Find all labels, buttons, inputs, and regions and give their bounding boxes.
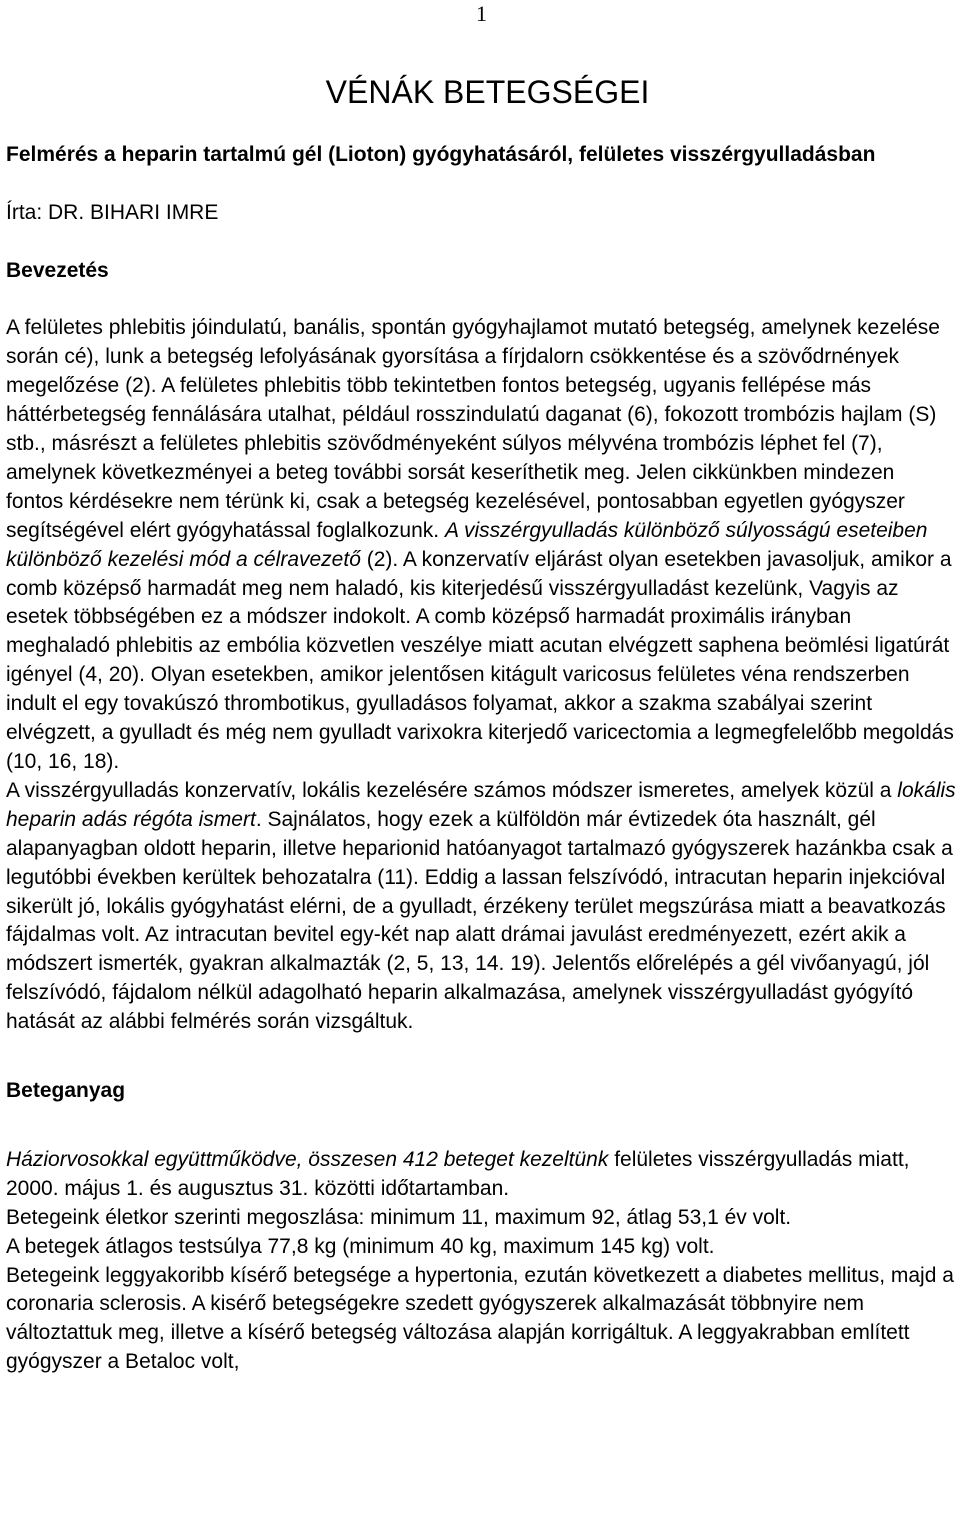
document-title: VÉNÁK BETEGSÉGEI	[325, 74, 650, 110]
patients-paragraph-3: A betegek átlagos testsúlya 77,8 kg (minimum 40 kg, maximum 145 kg) volt.	[6, 1234, 715, 1258]
intro-paragraph-1	[6, 314, 956, 777]
patients-text-a: felületes visszérgyulladás miatt, 2000. május 1. és augusztus 31. közötti időtartamban.	[6, 1147, 910, 1200]
document-body	[6, 141, 956, 1377]
intro-text-2a: A visszérgyulladás konzervatív, lokális kezelésére számos módszer ismeretes, amelyek közül a	[6, 778, 898, 802]
intro-paragraph-2	[6, 777, 956, 1037]
section-heading-patients: Beteganyag	[6, 1079, 126, 1103]
patients-paragraph-1	[6, 1146, 956, 1204]
author-line: Írta: DR. BIHARI IMRE	[6, 200, 219, 224]
patients-paragraph-4: Betegeink leggyakoribb kísérő betegsége a hypertonia, ezután következett a diabetes mellitus, majd a coronaria sclerosis. A kisérő betegségekre szedett gyógyszerek alkalmazását többnyire nem változtattuk meg, illetve a kísérő betegség változása alapján korrigáltuk. A leggyakrabban említett gyógyszer a Betaloc volt,	[6, 1263, 954, 1374]
page-number: 1	[476, 1, 487, 26]
patients-paragraph-2: Betegeink életkor szerinti megoszlása: minimum 11, maximum 92, átlag 53,1 év volt.	[6, 1205, 792, 1229]
intro-text-1b: (2). A konzervatív eljárást olyan esetekben javasoljuk, amikor a comb középső harmadát meg nem haladó, kis kiterjedésű visszérgyulladást kezelünk, Vagyis az esetek többségében ez a módszer indokolt. A comb középső harmadát proximális irányban meghaladó phlebitis az embólia közvetlen veszélye miatt acutan elvégzett saphena beömlési ligatúrát igényel (4, 20). Olyan esetekben, amikor jelentősen kitágult varicosus felületes véna rendszerben indult el egy tovakúszó thrombotikus, gyulladásos folyamat, akkor a szakma szabályai szerint elvégzett, a gyulladt és még nem gyulladt varixokra kiterjedő varicectomia a legmegfelelőbb megoldás (10, 16, 18).	[6, 547, 954, 773]
intro-text-2b: . Sajnálatos, hogy ezek a külföldön már évtizedek óta használt, gél alapanyagban oldott heparin, illetve heparionid hatóanyagot tartalmazó gyógyszerek hazánkba csak a legutóbbi években kerültek behozatalra (11). Eddig a lassan felszívódó, intracutan heparin injekcióval sikerült jó, lokális gyógyhatást elérni, de a gyulladt, érzékeny terület megszúrása miatt a beavatkozás fájdalmas volt. Az intracutan bevitel egy-két nap alatt drámai javulást eredményezett, ezért akik a módszert ismerték, gyakran alkalmazták (2, 5, 13, 14. 19). Jelentős előrelépés a gél vivőanyagú, jól felszívódó, fájdalom nélkül adagolható heparin alkalmazása, amelynek visszérgyulladást gyógyító hatását az alábbi felmérés során vizsgáltuk.	[6, 807, 953, 1034]
intro-text-1a: A felületes phlebitis jóindulatú, banális, spontán gyógyhajlamot mutató betegség, amelynek kezelése során cé), lunk a betegség lefolyásának gyorsítása a fírjdalorn csökkentése és a szövődrnények megelőzése (2). A felületes phlebitis több tekintetben fontos betegség, ugyanis fellépése más háttérbetegség fennálására utalhat, például rosszindulatú daganat (6), fokozott trombózis hajlam (S) stb., másrészt a felületes phlebitis szövődményeként súlyos mélyvéna trombózis léphet fel (7), amelynek következményei a beteg további sorsát keseríthetik meg. Jelen cikkünkben mindezen fontos kérdésekre nem térünk ki, csak a betegség kezelésével, pontosabban egyetlen gyógyszer segítségével elért gyógyhatással foglalkozunk.	[6, 316, 940, 542]
section-heading-intro: Bevezetés	[6, 258, 109, 282]
patients-italic: Háziorvosokkal együttműködve, összesen 412 beteget kezeltünk	[6, 1147, 609, 1171]
intro-italic-2: lokális heparin adás régóta ismert	[6, 778, 956, 831]
document-subtitle: Felmérés a heparin tartalmú gél (Lioton) gyógyhatásáról, felületes visszérgyulladásban	[6, 143, 876, 166]
intro-italic-1: A visszérgyulladás különböző súlyosságú eseteiben különböző kezelési mód a célravezető	[6, 518, 928, 571]
